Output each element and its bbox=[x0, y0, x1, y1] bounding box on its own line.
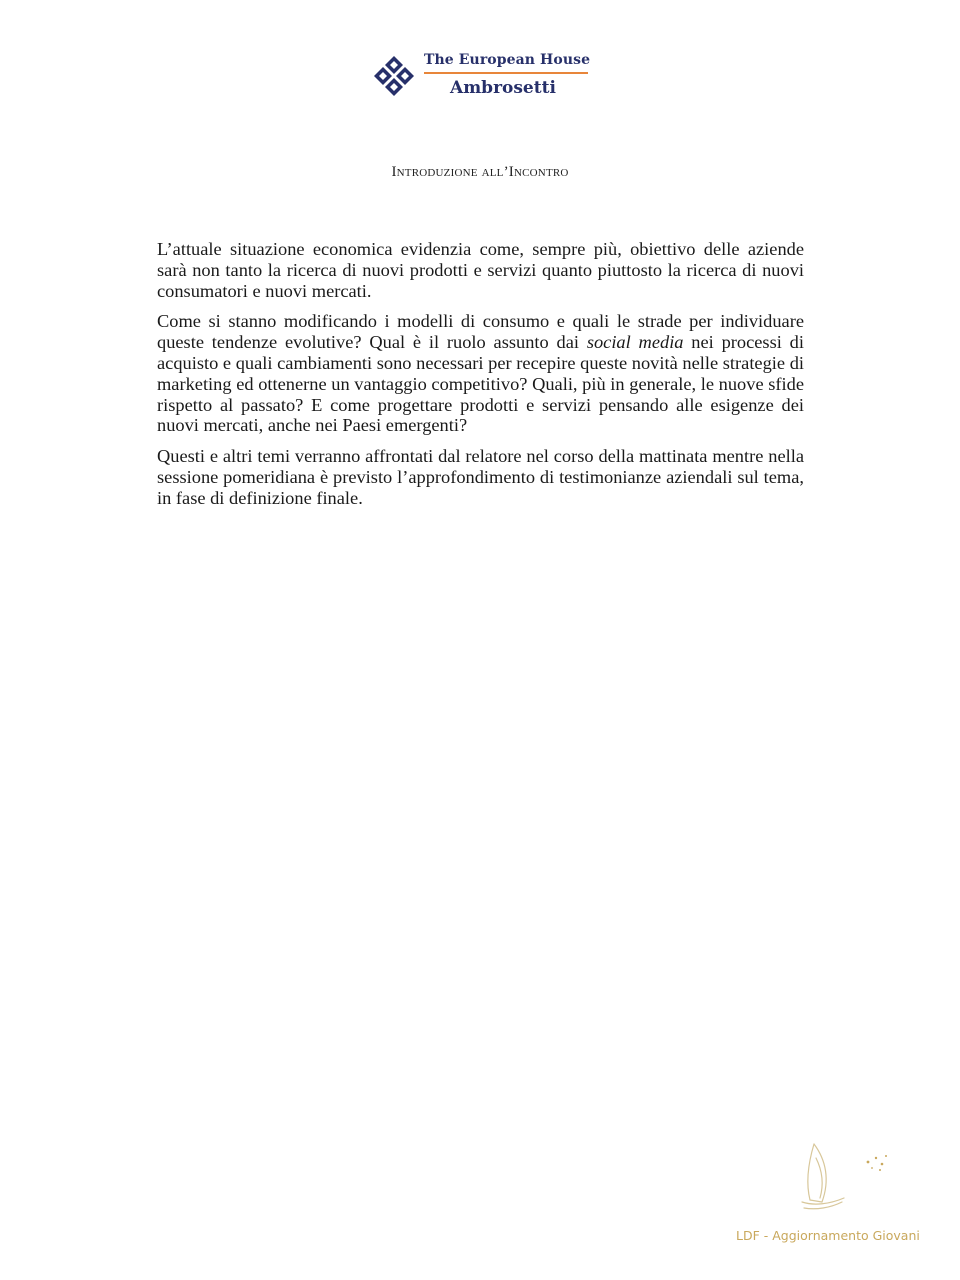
paragraph-1: L’attuale situazione economica evidenzia come, sempre più, obiettivo delle aziende sarà non tanto la ricerca di nuovi prodotti e servizi quanto piuttosto la ricerca di nuovi consumatori e nuovi mercati. bbox=[157, 239, 804, 301]
logo-line-2: Ambrosetti bbox=[450, 78, 556, 98]
footer-label: LDF - Aggiornamento Giovani bbox=[736, 1228, 920, 1243]
paragraph-2-emphasis: social media bbox=[586, 332, 684, 353]
paragraph-3: Questi e altri temi verranno affrontati dal relatore nel corso della mattinata mentre nella sessione pomeridiana è previsto l’approfondimento di testimonianze aziendali sul tema, in fase di definizione finale. bbox=[157, 446, 804, 508]
paragraph-2-part-2: nei processi di acquisto e quali cambiamenti sono necessari per recepire queste novità nelle strategie di marketing ed ottenerne un vantaggio competitivo? Quali, più in generale, le nuove sfide rispetto al passato? E come progettare prodotti e servizi pensando alle esigenze dei nuovi mercati, anche nei Paesi emergenti? bbox=[157, 332, 804, 436]
sailboat-icon bbox=[796, 1140, 896, 1220]
logo-line-1: The European House bbox=[424, 52, 591, 68]
paragraph-2 bbox=[157, 311, 804, 436]
paragraph-2-part-1: Come si stanno modificando i modelli di consumo e quali le strade per individuare queste tendenze evolutive? Qual è il ruolo assunto dai bbox=[157, 311, 804, 353]
document-title: Introduzione all’Incontro bbox=[391, 164, 569, 180]
ambrosetti-logo-mark-icon bbox=[372, 55, 420, 97]
ambrosetti-logo bbox=[372, 52, 592, 100]
logo-rule bbox=[424, 72, 588, 74]
body-text bbox=[157, 239, 804, 519]
